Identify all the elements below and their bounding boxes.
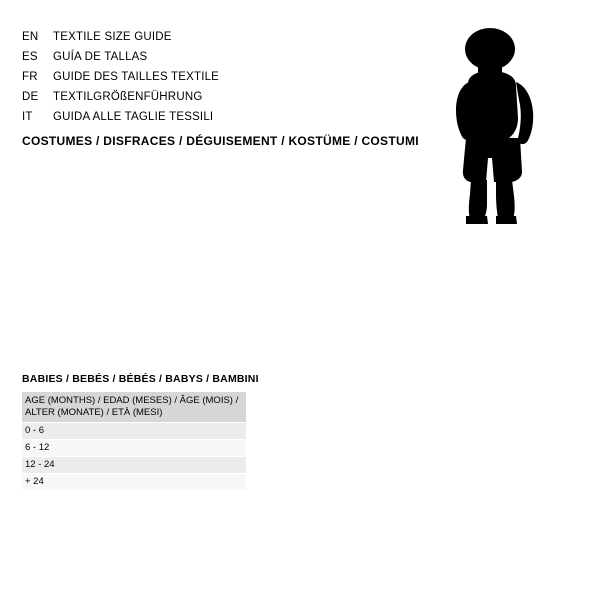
table-caption: BABIES / BEBÉS / BÉBÉS / BABYS / BAMBINI bbox=[22, 373, 259, 385]
table-cell-age-range: 0 - 6 bbox=[22, 423, 246, 440]
language-title-fr: GUIDE DES TAILLES TEXTILE bbox=[53, 71, 220, 83]
table-row bbox=[22, 423, 246, 440]
table-cell-age-range: 12 - 24 bbox=[22, 457, 246, 474]
language-title-de: TEXTILGRÖßENFÜHRUNG bbox=[53, 91, 203, 103]
section-heading: COSTUMES / DISFRACES / DÉGUISEMENT / KOSTÜME / COSTUMI bbox=[22, 134, 419, 148]
language-title-en: TEXTILE SIZE GUIDE bbox=[53, 31, 172, 43]
language-row-fr bbox=[22, 71, 352, 91]
table-row bbox=[22, 474, 246, 491]
table-cell-age-range: 6 - 12 bbox=[22, 440, 246, 457]
language-row-it bbox=[22, 111, 352, 131]
language-title-list bbox=[22, 31, 352, 131]
language-row-de bbox=[22, 91, 352, 111]
language-code-it: IT bbox=[22, 111, 33, 123]
size-table-head bbox=[22, 392, 246, 423]
table-header-age: AGE (MONTHS) / EDAD (MESES) / ÂGE (MOIS) / ALTER (MONATE) / ETÀ (MESI) bbox=[22, 392, 246, 423]
language-code-fr: FR bbox=[22, 71, 38, 83]
table-cell-age-range: + 24 bbox=[22, 474, 246, 491]
language-code-es: ES bbox=[22, 51, 38, 63]
table-row bbox=[22, 440, 246, 457]
size-table-body bbox=[22, 423, 246, 491]
language-title-it: GUIDA ALLE TAGLIE TESSILI bbox=[53, 111, 214, 123]
language-row-en bbox=[22, 31, 352, 51]
size-table-block bbox=[22, 373, 267, 491]
size-table bbox=[22, 391, 246, 491]
table-row bbox=[22, 457, 246, 474]
toddler-silhouette-icon bbox=[432, 26, 567, 226]
language-title-es: GUÍA DE TALLAS bbox=[53, 51, 148, 63]
table-header-row bbox=[22, 392, 246, 423]
language-row-es bbox=[22, 51, 352, 71]
language-code-de: DE bbox=[22, 91, 39, 103]
language-code-en: EN bbox=[22, 31, 39, 43]
